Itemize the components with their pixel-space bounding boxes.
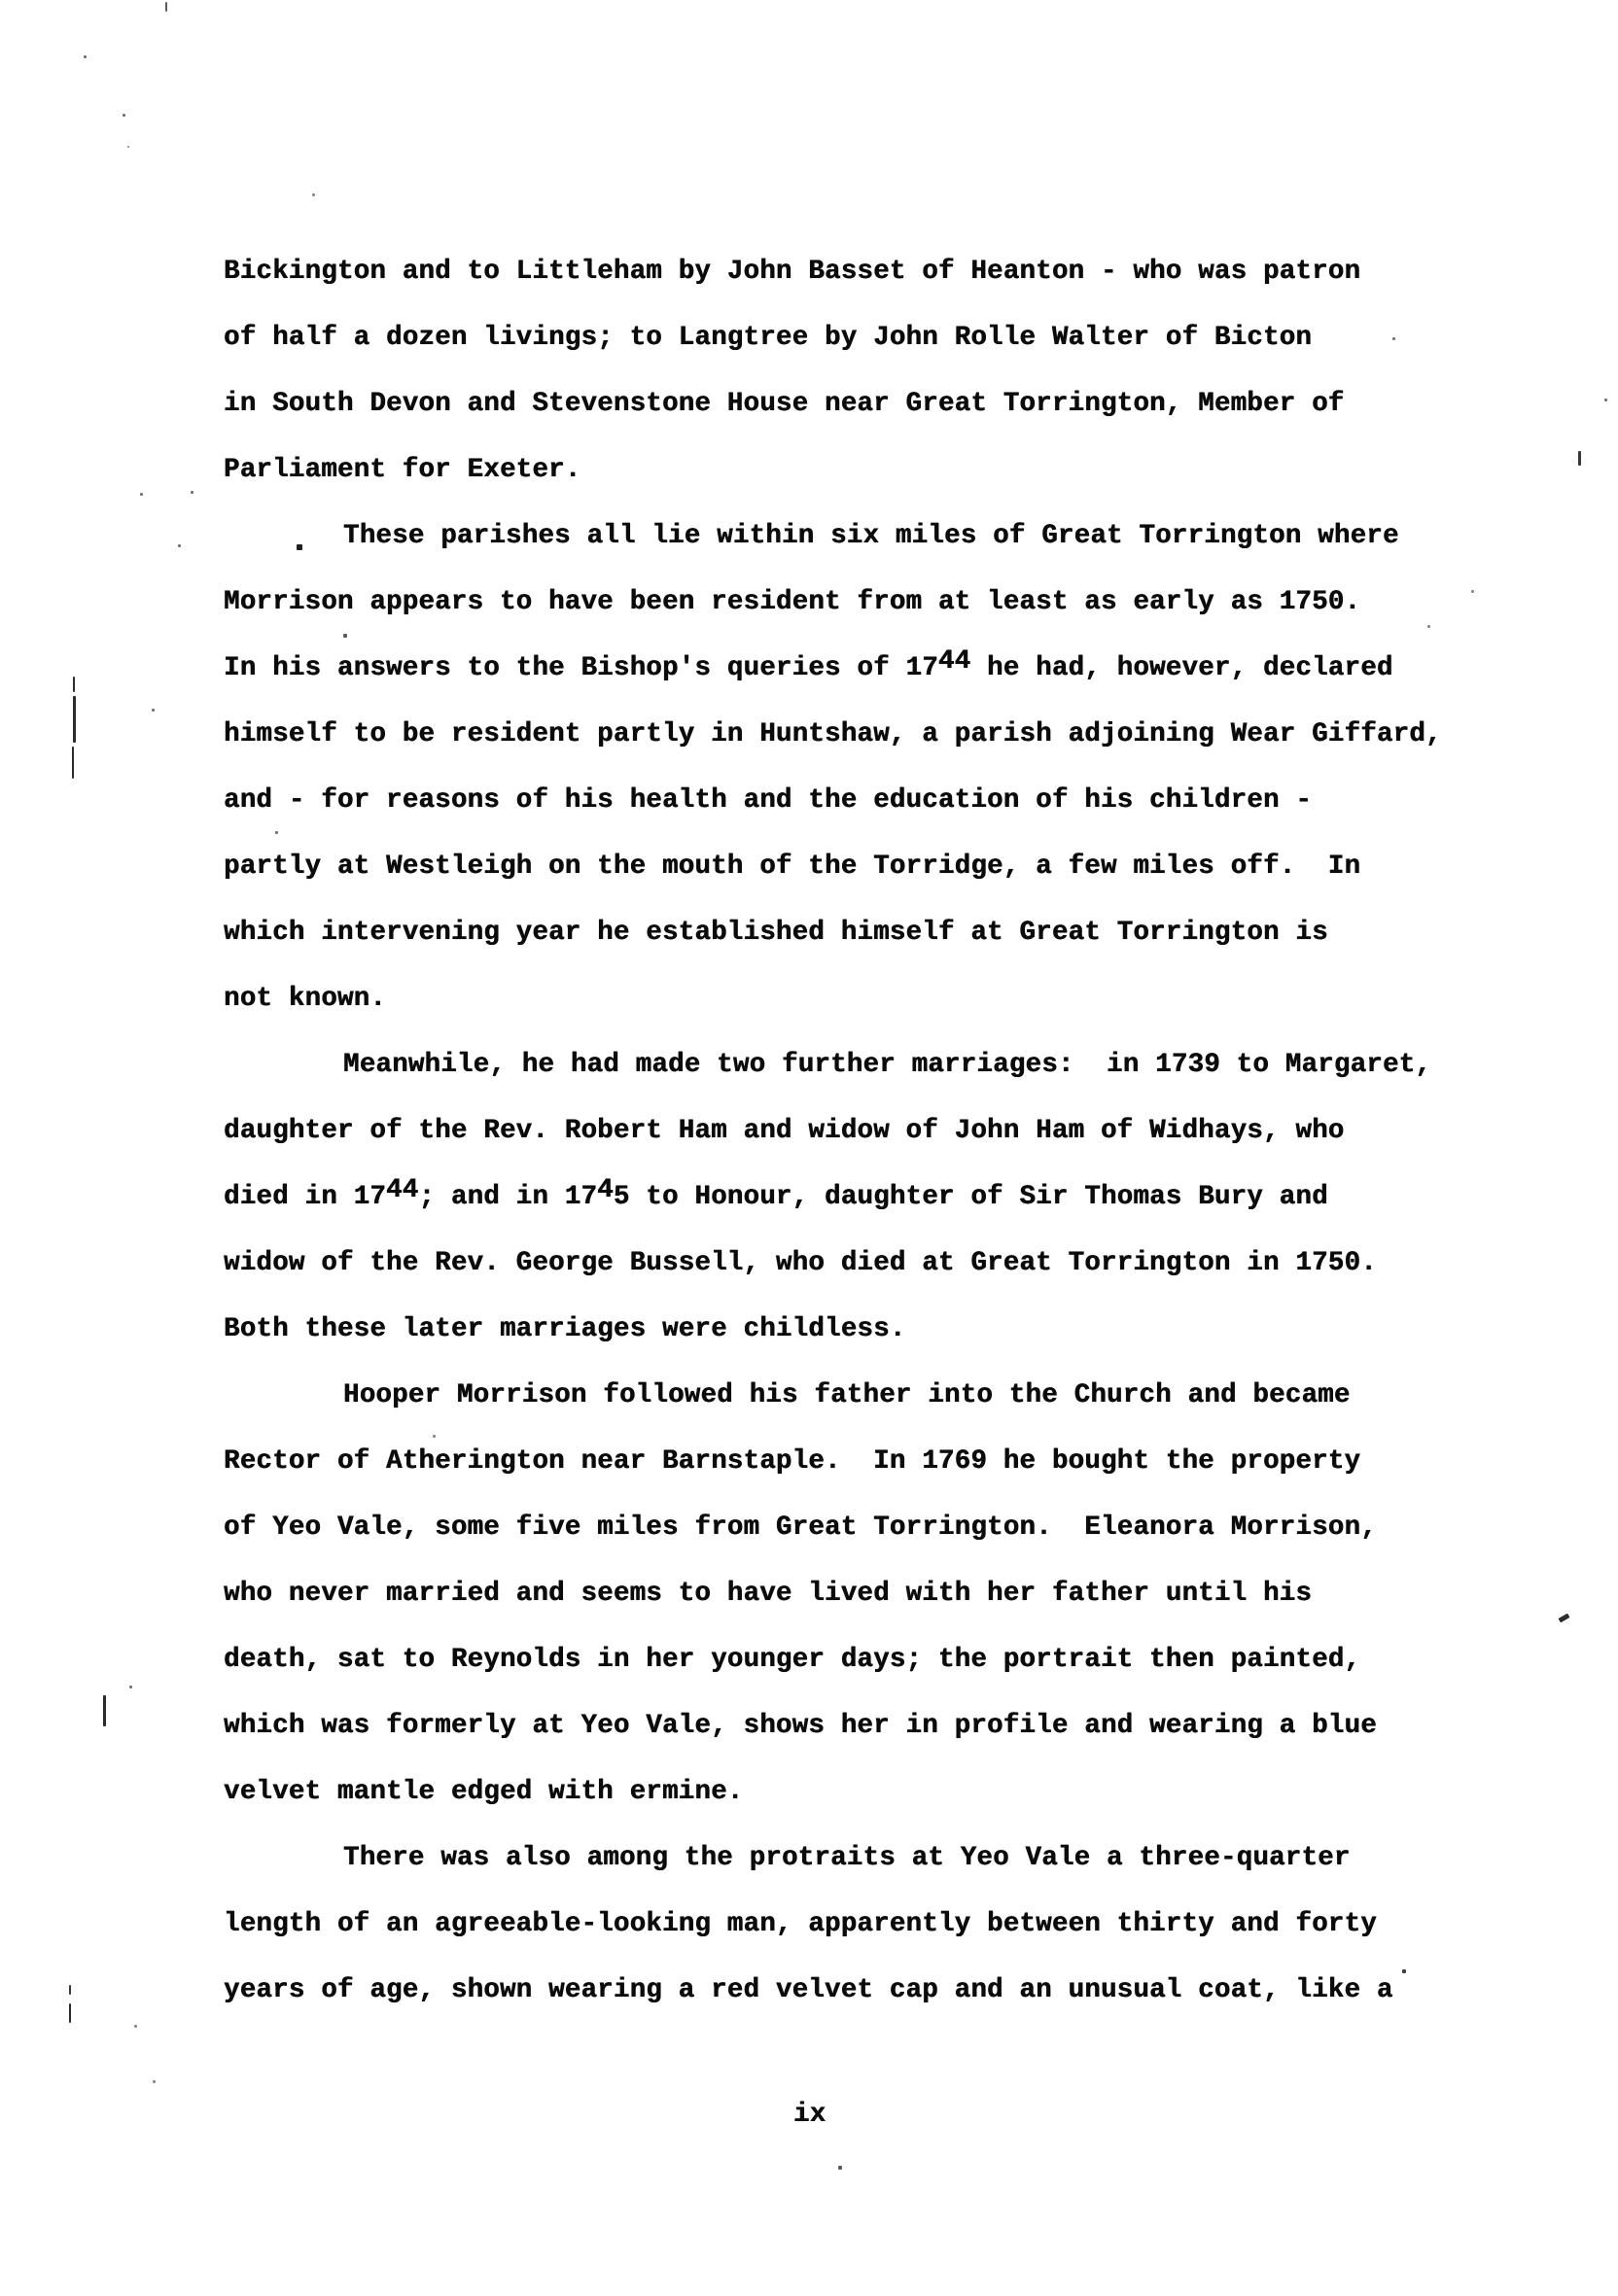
scan-artifact-mark — [1578, 451, 1581, 466]
scan-artifact-mark — [1392, 337, 1395, 340]
text-line: death, sat to Reynolds in her younger days; the portrait then painted, — [224, 1645, 1361, 1675]
text-line: in South Devon and Stevenstone House near Great Torrington, Member of — [224, 389, 1345, 419]
scan-artifact-mark — [433, 1435, 436, 1438]
text-line: not known. — [224, 984, 387, 1014]
text-line: Parliament for Exeter. — [224, 455, 581, 485]
text-line: and - for reasons of his health and the education of his children - — [224, 785, 1313, 816]
text-line: which was formerly at Yeo Vale, shows her in profile and wearing a blue — [224, 1711, 1377, 1741]
scan-artifact-mark — [73, 696, 76, 743]
scan-artifact-mark — [178, 544, 181, 547]
scan-artifact-mark — [838, 2166, 842, 2170]
text-line: In his answers to the Bishop's queries of 1744 he had, however, declared — [224, 646, 1393, 683]
scan-artifact-mark — [69, 1985, 71, 1995]
scan-artifact-mark — [1558, 1614, 1569, 1623]
text-line: of half a dozen livings; to Langtree by John Rolle Walter of Bicton — [224, 323, 1313, 353]
text-line: which intervening year he established himself at Great Torrington is — [224, 918, 1328, 948]
scan-artifact-mark — [165, 2, 167, 12]
scan-artifact-mark — [129, 1686, 132, 1688]
text-line: himself to be resident partly in Huntshaw, a parish adjoining Wear Giffard, — [224, 719, 1442, 749]
text-line: died in 1744; and in 1745 to Honour, daughter of Sir Thomas Bury and — [224, 1175, 1328, 1212]
scan-artifact-mark — [1604, 399, 1607, 401]
scan-artifact-mark — [73, 677, 75, 692]
scan-artifact-mark — [153, 2080, 156, 2083]
scan-artifact-mark — [275, 831, 278, 834]
scan-artifact-mark — [127, 146, 129, 148]
scan-artifact-mark — [152, 709, 155, 712]
text-line: Bickington and to Littleham by John Basset of Heanton - who was patron — [224, 257, 1361, 287]
scan-artifact-mark — [69, 2003, 71, 2023]
page-number: ix — [793, 2100, 827, 2130]
scan-artifact-mark — [191, 491, 193, 494]
scan-artifact-mark — [297, 544, 302, 550]
text-block — [224, 239, 1517, 2024]
text-line: velvet mantle edged with ermine. — [224, 1777, 744, 1807]
scan-artifact-mark — [1402, 1969, 1406, 1973]
text-line: Hooper Morrison followed his father into the Church and became — [343, 1380, 1351, 1410]
text-line: Morrison appears to have been resident from at least as early as 1750. — [224, 587, 1361, 617]
text-line: Rector of Atherington near Barnstaple. In 1769 he bought the property — [224, 1446, 1361, 1477]
scan-artifact-mark — [84, 55, 87, 58]
text-line: Meanwhile, he had made two further marriages: in 1739 to Margaret, — [343, 1050, 1432, 1080]
scan-artifact-mark — [1471, 590, 1474, 593]
text-line: partly at Westleigh on the mouth of the Torridge, a few miles off. In — [224, 852, 1361, 882]
scan-artifact-mark — [1427, 625, 1430, 628]
text-line: length of an agreeable-looking man, apparently between thirty and forty — [224, 1909, 1377, 1939]
text-line: daughter of the Rev. Robert Ham and widow of John Ham of Widhays, who — [224, 1116, 1345, 1146]
text-line: years of age, shown wearing a red velvet cap and an unusual coat, like a — [224, 1975, 1393, 2005]
scan-artifact-mark — [343, 634, 347, 638]
text-line: who never married and seems to have lived with her father until his — [224, 1579, 1313, 1609]
scan-artifact-mark — [103, 1695, 106, 1726]
scan-artifact-mark — [72, 747, 74, 779]
text-line: There was also among the protraits at Yeo Vale a three-quarter — [343, 1843, 1351, 1873]
scan-artifact-mark — [134, 2025, 137, 2028]
scan-artifact-mark — [140, 493, 143, 496]
text-line: of Yeo Vale, some five miles from Great Torrington. Eleanora Morrison, — [224, 1513, 1377, 1543]
scan-artifact-mark — [123, 114, 125, 117]
text-line: widow of the Rev. George Bussell, who died at Great Torrington in 1750. — [224, 1248, 1377, 1278]
text-line: Both these later marriages were childless. — [224, 1314, 906, 1344]
text-line: These parishes all lie within six miles of Great Torrington where — [343, 521, 1399, 551]
scan-artifact-mark — [312, 193, 315, 196]
